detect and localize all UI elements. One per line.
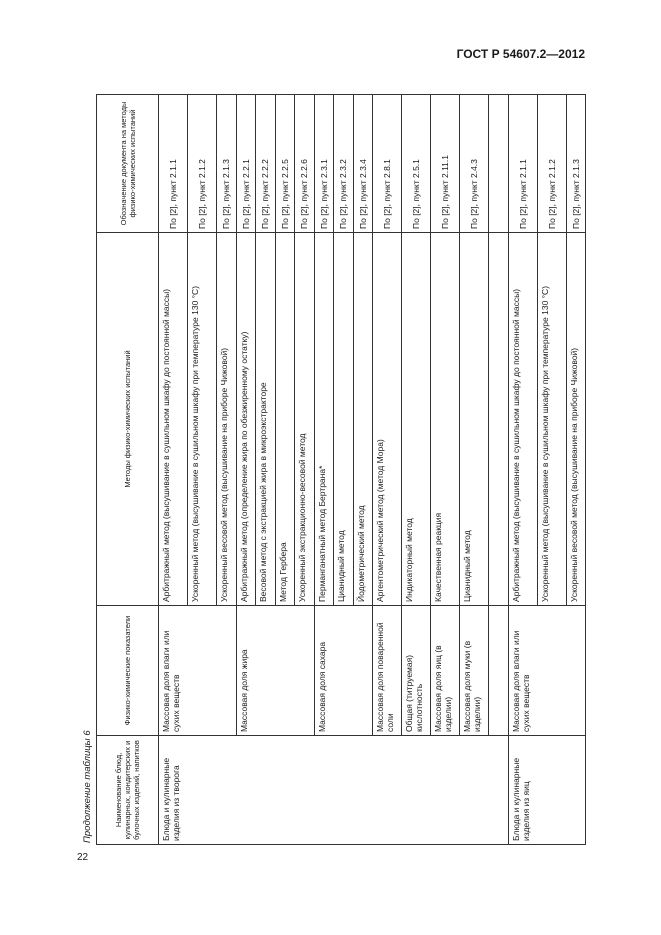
- indicator-cell: Массовая доля яиц (в изделии): [431, 606, 460, 736]
- document-ref-cell-empty: [489, 95, 509, 233]
- table-row: [236, 95, 256, 845]
- rotated-table-container: [80, 95, 581, 845]
- document-ref-cell: По [2], пункт 2.3.1: [314, 95, 334, 233]
- indicator-cell: Массовая доля влаги или сухих веществ: [508, 606, 586, 736]
- table-row: [460, 95, 489, 845]
- indicator-cell: Массовая доля сахара: [314, 606, 373, 736]
- document-ref-cell: По [2], пункт 2.3.2: [334, 95, 354, 233]
- header-document: Обозначение документа на методы физико-химических испытаний: [97, 95, 159, 233]
- method-cell-empty: [489, 233, 509, 606]
- document-ref-cell: По [2], пункт 2.1.2: [537, 95, 566, 233]
- header-method: Методы физико-химических испытаний: [97, 233, 159, 606]
- method-cell: Арбитражный метод (определение жира по обезжиренному остатку): [236, 233, 256, 606]
- table-row: [314, 95, 334, 845]
- table-header-row: [97, 95, 159, 845]
- indicator-cell: Массовая доля влаги или сухих веществ: [159, 606, 237, 736]
- document-ref-cell: По [2], пункт 2.1.3: [217, 95, 237, 233]
- table-row-spacer: [489, 95, 509, 845]
- document-ref-cell: По [2], пункт 2.1.1: [159, 95, 188, 233]
- document-ref-cell: По [2], пункт 2.2.6: [295, 95, 315, 233]
- method-cell: Ускоренный весовой метод (высушивание на приборе Чижовой): [566, 233, 586, 606]
- method-cell: Качественная реакция: [431, 233, 460, 606]
- table-continuation-caption: Продолжение таблицы 6: [82, 730, 93, 843]
- method-cell: Ускоренный метод (высушивание в сушильном шкафу при температуре 130 °С): [188, 233, 217, 606]
- table-row: [159, 95, 188, 845]
- methods-table: [96, 94, 586, 845]
- method-cell: Весовой метод с экстракцией жира в микроэкстракторе: [256, 233, 276, 606]
- method-cell: Ускоренный экстракционно-весовой метод: [295, 233, 315, 606]
- document-ref-cell: По [2], пункт 2.5.1: [402, 95, 431, 233]
- document-ref-cell: По [2], пункт 2.4.3: [460, 95, 489, 233]
- indicator-cell: Общая (титруемая) кислотность: [402, 606, 431, 736]
- document-ref-cell: По [2], пункт 2.2.1: [236, 95, 256, 233]
- document-ref-cell: По [2], пункт 2.2.2: [256, 95, 276, 233]
- header-indicator: Физико-химические показатели: [97, 606, 159, 736]
- product-cell: Блюда и кулинарные изделия из яиц: [508, 736, 586, 845]
- indicator-cell-empty: [489, 606, 509, 736]
- document-ref-cell: По [2], пункт 2.1.1: [508, 95, 537, 233]
- document-ref-cell: По [2], пункт 2.3.4: [353, 95, 373, 233]
- method-cell: Арбитражный метод (высушивание в сушильном шкафу до постоянной массы): [508, 233, 537, 606]
- document-ref-cell: По [2], пункт 2.2.5: [275, 95, 295, 233]
- table-row: [508, 95, 537, 845]
- document-ref-cell: По [2], пункт 2.11.1: [431, 95, 460, 233]
- page-number: 22: [77, 852, 89, 863]
- method-cell: Цианидный метод: [334, 233, 354, 606]
- table-row: [402, 95, 431, 845]
- document-ref-cell: По [2], пункт 2.8.1: [373, 95, 402, 233]
- method-cell: Ускоренный весовой метод (высушивание на приборе Чижовой): [217, 233, 237, 606]
- header-product: Наименование блюд, кулинарных, кондитерских и булочных изделий, напитков: [97, 736, 159, 845]
- product-cell: Блюда и кулинарные изделия из творога: [159, 736, 509, 845]
- table-row: [431, 95, 460, 845]
- method-cell: Перманганатный метод Бертрана*: [314, 233, 334, 606]
- method-cell: Аргентометрический метод (метод Мора): [373, 233, 402, 606]
- indicator-cell: Массовая доля жира: [236, 606, 314, 736]
- indicator-cell: Массовая доля муки (в изделии): [460, 606, 489, 736]
- method-cell: Ускоренный метод (высушивание в сушильном шкафу при температуре 130 °С): [537, 233, 566, 606]
- document-ref-cell: По [2], пункт 2.1.3: [566, 95, 586, 233]
- indicator-cell: Массовая доля поваренной соли: [373, 606, 402, 736]
- table-row: [373, 95, 402, 845]
- document-title: ГОСТ Р 54607.2—2012: [456, 47, 585, 61]
- method-cell: Метод Гербера: [275, 233, 295, 606]
- method-cell: Индикаторный метод: [402, 233, 431, 606]
- method-cell: Арбитражный метод (высушивание в сушильном шкафу до постоянной массы): [159, 233, 188, 606]
- document-ref-cell: По [2], пункт 2.1.2: [188, 95, 217, 233]
- method-cell: Йодометрический метод: [353, 233, 373, 606]
- method-cell: Цианидный метод: [460, 233, 489, 606]
